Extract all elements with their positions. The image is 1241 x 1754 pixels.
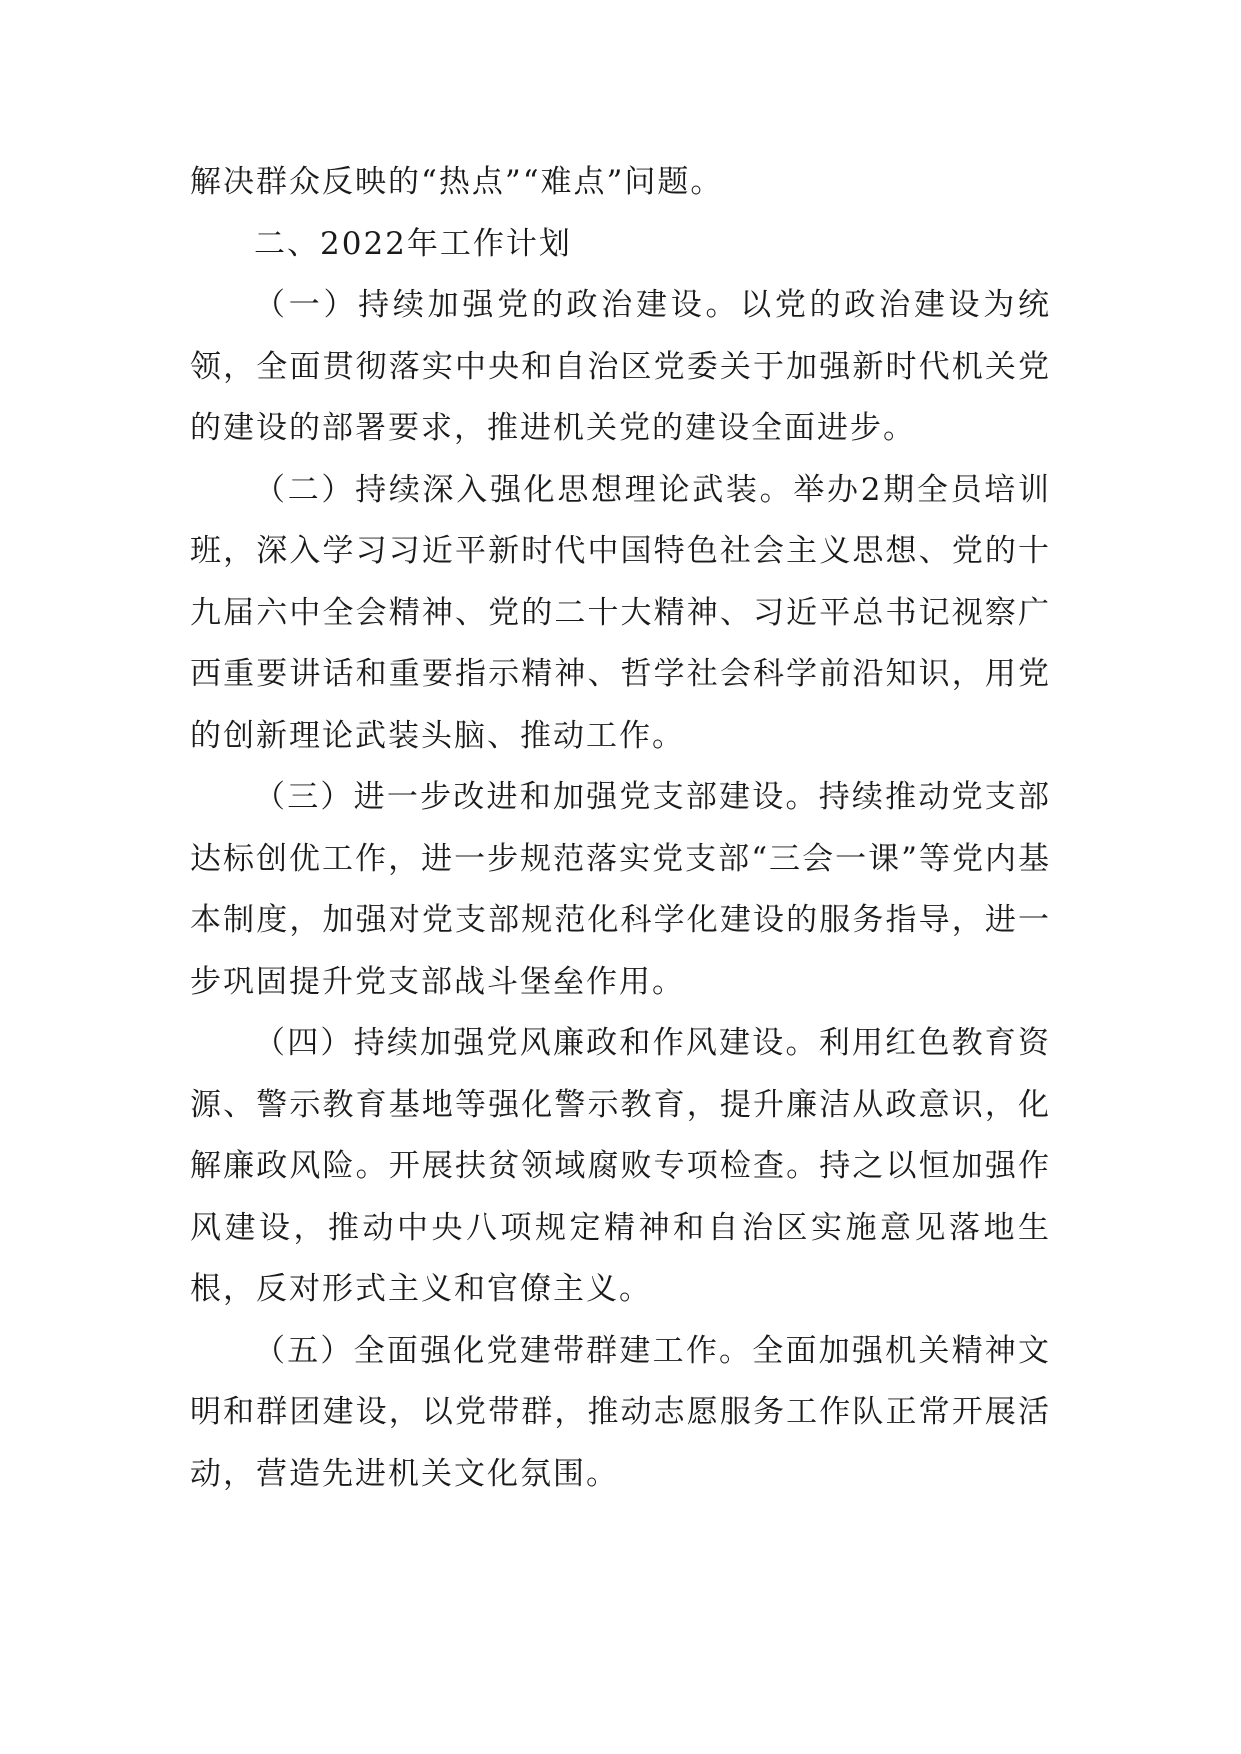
section-heading-2022-plan: 二、2022年工作计划	[254, 225, 572, 262]
paragraph-continued: 解决群众反映的“热点”“难点”问题。	[190, 164, 724, 200]
paragraph-plan-item-1: （一）持续加强党的政治建设。以党的政治建设为统领，全面贯彻落实中央和自治区党委关于加强新时代机关党的建设的部署要求，推进机关党的建设全面进步。	[190, 287, 1051, 446]
paragraph-plan-item-4: （四）持续加强党风廉政和作风建设。利用红色教育资源、警示教育基地等强化警示教育，提升廉洁从政意识，化解廉政风险。开展扶贫领域腐败专项检查。持之以恒加强作风建设，推动中央八项规定精神和自治区实施意见落地生根，反对形式主义和官僚主义。	[190, 1025, 1051, 1307]
paragraph-plan-item-2: （二）持续深入强化思想理论武装。举办2期全员培训班，深入学习习近平新时代中国特色社会主义思想、党的十九届六中全会精神、党的二十大精神、习近平总书记视察广西重要讲话和重要指示精神、哲学社会科学前沿知识，用党的创新理论武装头脑、推动工作。	[190, 471, 1051, 754]
paragraph-plan-item-3: （三）进一步改进和加强党支部建设。持续推动党支部达标创优工作，进一步规范落实党支部“三会一课”等党内基本制度，加强对党支部规范化科学化建设的服务指导，进一步巩固提升党支部战斗堡垒作用。	[190, 779, 1051, 1000]
paragraph-plan-item-5: （五）全面强化党建带群建工作。全面加强机关精神文明和群团建设，以党带群，推动志愿服务工作队正常开展活动，营造先进机关文化氛围。	[190, 1332, 1051, 1492]
document-body	[190, 152, 1051, 1505]
